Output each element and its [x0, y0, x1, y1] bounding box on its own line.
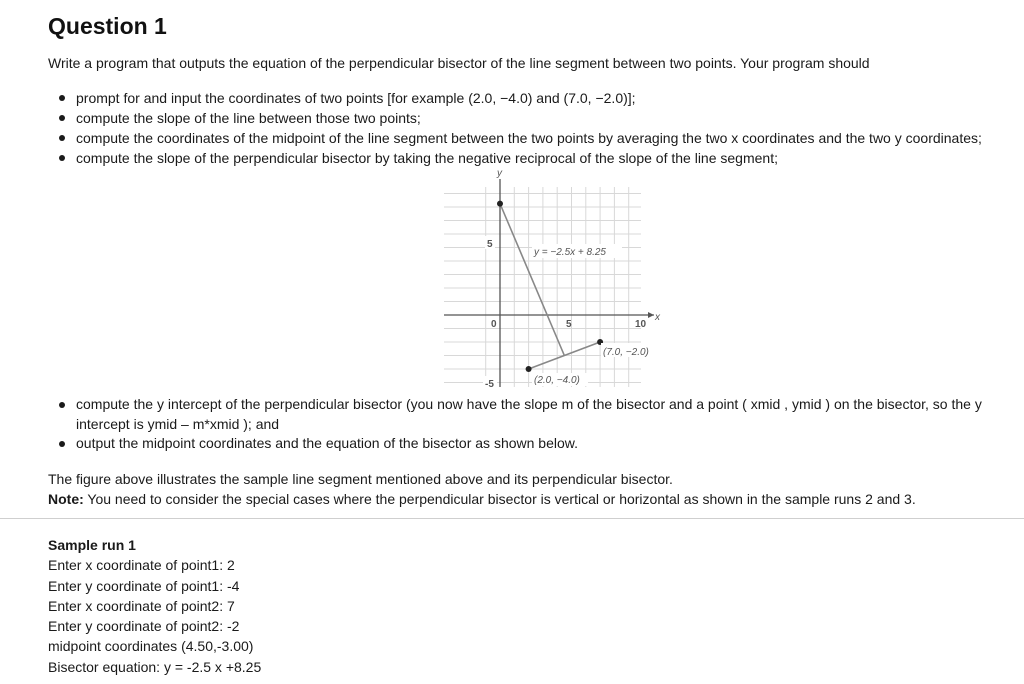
y-tick-5: 5 [487, 239, 493, 250]
note-label: Note: [48, 491, 84, 507]
x-tick-10: 10 [635, 319, 647, 330]
figure-caption: The figure above illustrates the sample line segment mentioned above and its perpendicular bisector. [48, 471, 673, 487]
step-item: output the midpoint coordinates and the equation of the bisector as shown below. [57, 434, 1012, 454]
intercept-marker [497, 201, 503, 207]
point-1-marker [526, 366, 532, 372]
step-item: compute the slope of the perpendicular bisector by taking the negative reciprocal of the slope of the line segment; [57, 148, 1012, 168]
sample-line: Enter x coordinate of point2: 7 [48, 597, 235, 614]
sample-line: Enter y coordinate of point2: -2 [48, 618, 240, 635]
x-axis-label: x [655, 312, 660, 323]
step-item: compute the y intercept of the perpendicular bisector (you now have the slope m of the bisector and a point ( xmid , ymid ) on the bisector, so the y intercept is ymid – m*xmid ); and [57, 395, 1012, 434]
intro-paragraph: Write a program that outputs the equation of the perpendicular bisector of the line segment between two points. Your program should [48, 55, 870, 71]
sample-line: Bisector equation: y = -2.5 x +8.25 [48, 658, 262, 675]
bisector-figure [436, 167, 660, 393]
point-1-label: (2.0, −4.0) [534, 375, 580, 386]
sample-line: Enter y coordinate of point1: -4 [48, 577, 240, 594]
y-axis-label: y [497, 168, 502, 179]
note-text: You need to consider the special cases where the perpendicular bisector is vertical or horizontal as shown in the sample runs 2 and 3. [83, 491, 916, 507]
sample-run-title: Sample run 1 [48, 537, 136, 553]
x-axis-arrow [648, 312, 654, 318]
sample-run [48, 535, 261, 677]
sample-line: Enter x coordinate of point1: 2 [48, 557, 235, 574]
note-paragraph [48, 490, 916, 508]
point-2-label: (7.0, −2.0) [603, 347, 649, 358]
question-title: Question 1 [48, 13, 167, 39]
steps-list-top [57, 88, 1012, 168]
x-tick-5: 5 [566, 319, 572, 330]
y-tick-neg5: -5 [485, 379, 494, 390]
step-item: compute the coordinates of the midpoint of the line segment between the two points by averaging the two x coordinates and the two y coordinates; [57, 128, 1012, 148]
sample-line: midpoint coordinates (4.50,-3.00) [48, 638, 254, 655]
bisector-line [500, 204, 564, 356]
section-divider [0, 518, 1024, 519]
x-tick-0: 0 [491, 319, 497, 330]
step-item: prompt for and input the coordinates of two points [for example (2.0, −4.0) and (7.0, −2.0)]; [57, 88, 1012, 108]
steps-list-bottom [57, 395, 1012, 454]
equation-label: y = −2.5x + 8.25 [534, 247, 606, 258]
step-item: compute the slope of the line between those two points; [57, 108, 1012, 128]
